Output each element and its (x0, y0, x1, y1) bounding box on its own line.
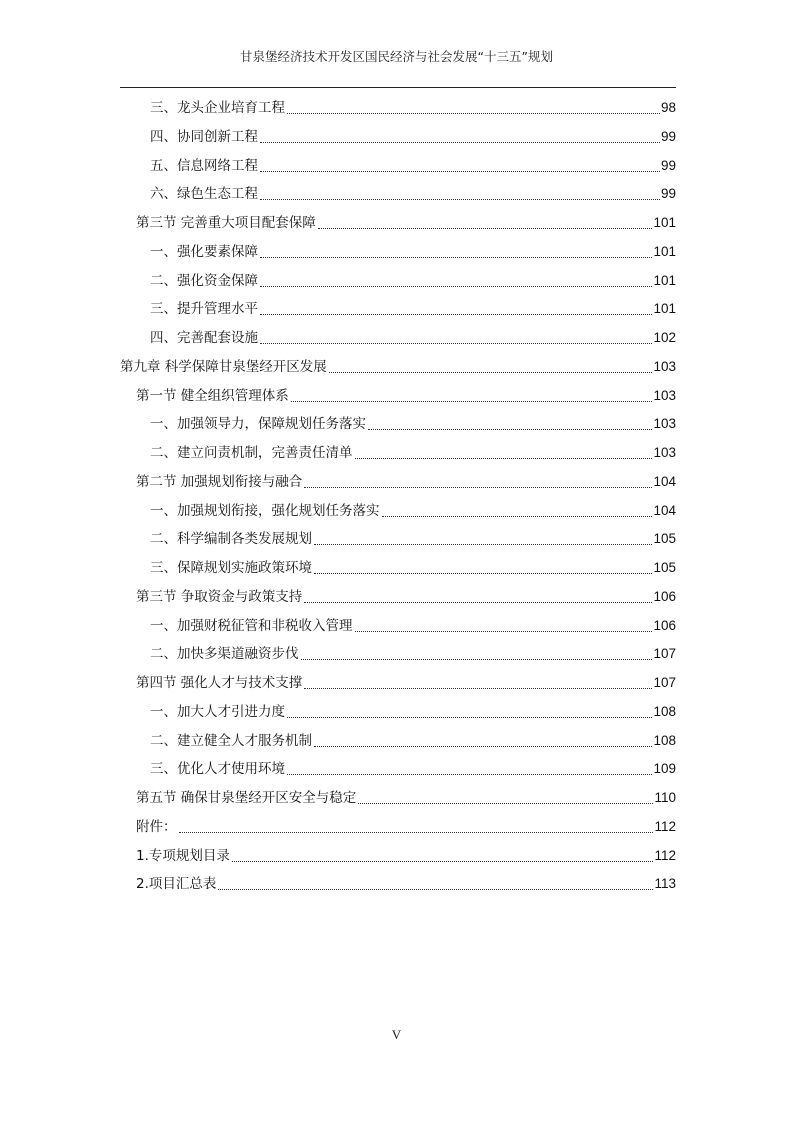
toc-leader-dots (291, 401, 653, 402)
toc-entry-page-number: 103 (653, 387, 676, 403)
toc-entry-page-number: 98 (660, 100, 676, 115)
toc-entry-page-number: 106 (653, 588, 676, 604)
toc-leader-dots (260, 314, 652, 315)
toc-entry-title: 第九章 科学保障甘泉堡经开区发展 (120, 358, 327, 375)
toc-entry-page-number: 101 (653, 301, 676, 317)
toc-entry-page-number: 103 (653, 416, 676, 432)
toc-entry[interactable] (150, 153, 676, 179)
toc-leader-dots (287, 717, 652, 718)
toc-leader-dots (314, 544, 652, 545)
toc-leader-dots (304, 602, 652, 603)
toc-leader-dots (355, 631, 653, 632)
toc-entry-title: 一、加大人才引进力度 (150, 703, 285, 720)
toc-entry-title: 六、绿色生态工程 (150, 186, 258, 203)
toc-entry-title: 三、龙头企业培育工程 (150, 100, 285, 116)
toc-entry[interactable] (150, 728, 676, 754)
toc-entry[interactable] (150, 181, 676, 207)
toc-entry[interactable] (136, 469, 676, 495)
toc-entry-title: 五、信息网络工程 (150, 157, 258, 174)
toc-entry[interactable] (150, 239, 676, 265)
toc-leader-dots (260, 199, 660, 200)
toc-leader-dots (301, 659, 653, 660)
toc-entry-page-number: 108 (653, 703, 676, 719)
toc-entry-page-number: 104 (653, 502, 676, 518)
toc-entry-page-number: 99 (660, 128, 676, 144)
toc-leader-dots (260, 171, 660, 172)
toc-entry-title: 1.专项规划目录 (136, 847, 230, 864)
toc-entry-page-number: 104 (653, 473, 676, 489)
toc-entry-page-number: 105 (653, 531, 676, 547)
toc-entry-title: 二、科学编制各类发展规划 (150, 531, 312, 548)
toc-leader-dots (232, 861, 654, 862)
toc-leader-dots (318, 228, 653, 229)
toc-leader-dots (304, 487, 652, 488)
toc-leader-dots (260, 142, 660, 143)
toc-entry-page-number: 112 (654, 847, 676, 863)
toc-leader-dots (355, 458, 653, 459)
toc-entry[interactable] (136, 785, 676, 811)
toc-entry[interactable] (150, 440, 676, 466)
toc-entry[interactable] (150, 641, 676, 667)
toc-entry-title: 二、加快多渠道融资步伐 (150, 646, 299, 663)
toc-entry-title: 四、完善配套设施 (150, 330, 258, 346)
toc-entry[interactable] (136, 584, 676, 610)
page-number: V (391, 1027, 402, 1042)
toc-entry[interactable] (150, 498, 676, 524)
toc-leader-dots (304, 688, 652, 689)
toc-entry-page-number: 112 (654, 818, 676, 834)
toc-entry[interactable] (150, 411, 676, 437)
header-rule (120, 87, 676, 88)
toc-leader-dots (218, 889, 653, 890)
toc-entry[interactable] (136, 670, 676, 696)
toc-entry[interactable] (136, 871, 676, 897)
toc-entry[interactable] (120, 354, 676, 380)
toc-entry[interactable] (150, 526, 676, 552)
toc-entry-title: 第五节 确保甘泉堡经开区安全与稳定 (136, 790, 357, 806)
toc-leader-dots (260, 343, 652, 344)
toc-entry-page-number: 101 (653, 215, 676, 230)
toc-entry[interactable] (150, 699, 676, 725)
toc-entry-title: 三、保障规划实施政策环境 (150, 560, 312, 576)
toc-entry-page-number: 101 (653, 243, 676, 259)
toc-entry-title: 第三节 完善重大项目配套保障 (136, 215, 316, 231)
toc-entry[interactable] (150, 555, 676, 581)
toc-entry-page-number: 102 (653, 330, 676, 345)
toc-entry[interactable] (136, 843, 676, 869)
toc-entry-title: 一、加强财税征管和非税收入管理 (150, 617, 353, 634)
toc-leader-dots (287, 113, 660, 114)
toc-entry[interactable] (150, 613, 676, 639)
toc-entry-page-number: 99 (660, 186, 676, 202)
toc-entry-title: 一、加强领导力，保障规划任务落实 (150, 416, 366, 433)
toc-entry[interactable] (136, 383, 676, 409)
toc-entry-title: 第三节 争取资金与政策支持 (136, 588, 303, 605)
toc-entry-title: 四、协同创新工程 (150, 128, 258, 145)
toc-entry[interactable] (150, 296, 676, 322)
toc-entry-title: 三、优化人才使用环境 (150, 761, 285, 778)
toc-entry-page-number: 103 (653, 445, 676, 460)
toc-entry-page-number: 113 (654, 876, 676, 892)
toc-entry-page-number: 107 (653, 646, 676, 662)
toc-leader-dots (382, 516, 653, 517)
toc-entry[interactable] (136, 210, 676, 236)
toc-entry-title: 一、强化要素保障 (150, 243, 258, 260)
toc-entry-title: 第一节 健全组织管理体系 (136, 387, 289, 404)
toc-entry-page-number: 101 (653, 272, 676, 288)
toc-entry-title: 三、提升管理水平 (150, 301, 258, 318)
toc-entry-title: 一、加强规划衔接，强化规划任务落实 (150, 502, 380, 519)
toc-leader-dots (358, 803, 653, 804)
toc-entry-title: 二、建立问责机制，完善责任清单 (150, 445, 353, 461)
toc-entry-page-number: 107 (653, 675, 676, 690)
toc-entry-page-number: 103 (653, 358, 676, 374)
toc-leader-dots (314, 746, 652, 747)
toc-leader-dots (179, 832, 654, 833)
toc-entry-title: 附件： (136, 818, 177, 835)
toc-entry-page-number: 105 (653, 560, 676, 575)
toc-leader-dots (260, 286, 652, 287)
toc-entry-title: 第四节 强化人才与技术支撑 (136, 675, 303, 691)
toc-entry[interactable] (150, 124, 676, 150)
toc-entry[interactable] (150, 756, 676, 782)
toc-entry-page-number: 108 (653, 732, 676, 748)
toc-entry-page-number: 106 (653, 617, 676, 633)
toc-entry-title: 二、建立健全人才服务机制 (150, 732, 312, 749)
toc-leader-dots (314, 573, 652, 574)
toc-leader-dots (368, 429, 652, 430)
running-header: 甘泉堡经济技术开发区国民经济与社会发展“十三五”规划 (240, 49, 553, 64)
toc-leader-dots (329, 372, 653, 373)
toc-entry-title: 2.项目汇总表 (136, 876, 217, 893)
toc-entry[interactable] (150, 268, 676, 294)
toc-entry-title: 第二节 加强规划衔接与融合 (136, 473, 303, 490)
toc-leader-dots (287, 774, 652, 775)
toc-entry-title: 二、强化资金保障 (150, 272, 258, 289)
toc-entry[interactable] (136, 814, 676, 840)
toc-entry-page-number: 110 (654, 790, 676, 805)
toc-entry-page-number: 99 (660, 157, 676, 173)
toc-entry-page-number: 109 (653, 761, 676, 777)
toc-leader-dots (260, 257, 652, 258)
toc-entry[interactable] (150, 95, 676, 121)
toc-entry[interactable] (150, 325, 676, 351)
